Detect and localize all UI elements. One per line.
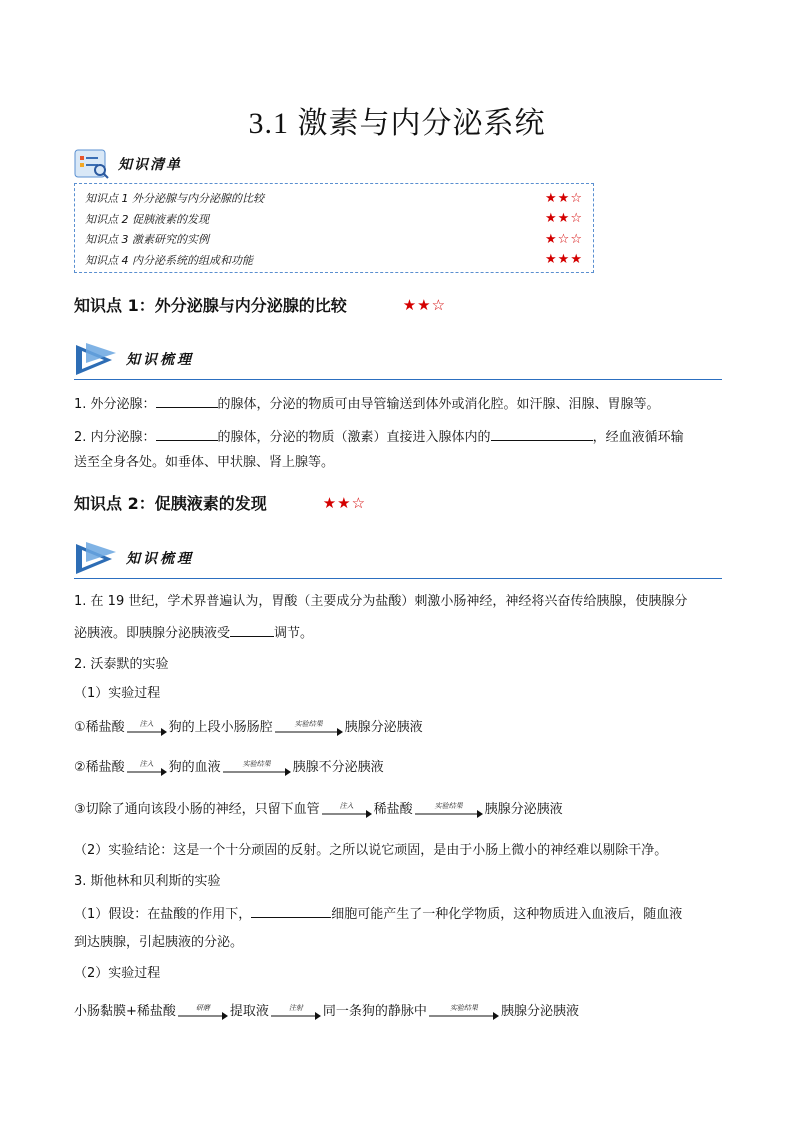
fill-blank[interactable] [230,622,274,637]
triangle-play-icon [74,540,118,576]
section-1-stars: ★★☆ [402,295,447,314]
text: ①稀盐酸 [74,720,125,735]
arrow [271,1004,321,1020]
text: ③切除了通向该段小肠的神经，只留下血管 [74,802,320,817]
arrow [127,720,167,736]
text: 狗的上段小肠肠腔 [168,720,273,735]
text: ，经血液循环输 [592,430,684,445]
paragraph [74,933,724,953]
arrow-label: 注射 [288,1003,303,1012]
rating-stars: ★★☆ [545,211,583,227]
arrow-label: 注入 [339,801,354,810]
paragraph [74,872,724,892]
list-item [85,229,583,250]
arrow [275,720,343,736]
list-item-text: 知识点 1 外分泌腺与内分泌腺的比较 [85,192,264,206]
banner-label: 知识清单 [118,157,182,173]
section-1-title: 知识点 1：外分泌腺与内分泌腺的比较 [74,296,347,315]
arrow-icon [178,1012,228,1020]
arrow-label: 实验结果 [294,719,323,728]
text: 3. 斯他林和贝利斯的实验 [74,874,221,889]
text: 细胞可能产生了一种化学物质，这种物质进入血液后，随血液 [331,907,683,922]
arrow [415,802,483,818]
section-1-heading [74,293,446,316]
experiment-flow-2 [74,758,724,778]
text: 胰腺分泌胰液 [500,1004,579,1019]
paragraph [74,393,724,415]
paragraph [74,655,724,675]
sorting-label: 知识梳理 [126,551,194,567]
rating-stars: ★★☆ [545,190,583,206]
arrow-icon [275,728,343,736]
paragraph [74,684,724,704]
divider [74,578,722,579]
triangle-play-icon [74,341,118,377]
list-item [85,250,583,271]
fill-blank[interactable] [491,426,593,441]
arrow-label: 实验结果 [449,1003,478,1012]
paragraph [74,622,724,644]
page-title: 3.1 激素与内分泌系统 [248,107,546,140]
rating-stars: ★☆☆ [545,231,583,247]
text: 2. 内分泌腺： [74,430,156,445]
section-2-title: 知识点 2：促胰液素的发现 [74,494,267,513]
arrow-label: 实验结果 [434,801,463,810]
text: （1）实验过程 [74,686,161,701]
arrow-icon [415,810,483,818]
knowledge-list [74,183,594,273]
text: 胰腺分泌胰液 [484,802,563,817]
experiment-flow-1 [74,718,724,738]
paragraph [74,964,724,984]
text: 胰腺不分泌胰液 [292,760,384,775]
list-item-text: 知识点 2 促胰液素的发现 [85,212,209,226]
text: （1）假设：在盐酸的作用下， [74,907,252,922]
paragraph [74,426,724,448]
arrow-icon [127,768,167,776]
arrow-label: 实验结果 [242,759,271,768]
knowledge-list-banner [74,149,182,179]
arrow-label: 注入 [139,719,154,728]
text: 调节。 [274,626,314,641]
knowledge-sorting-banner [74,341,194,377]
text: 送至全身各处。如垂体、甲状腺、肾上腺等。 [74,455,335,470]
experiment-flow-3 [74,800,724,820]
rating-stars: ★★★ [545,252,583,268]
arrow [178,1004,228,1020]
arrow-label: 研磨 [195,1003,210,1012]
arrow [429,1004,499,1020]
experiment-flow-4 [74,1002,724,1022]
text: （2）实验结论：这是一个十分顽固的反射。之所以说它顽固，是由于小肠上微小的神经难以剔除干净。 [74,843,668,858]
divider [74,379,722,380]
fill-blank[interactable] [156,426,218,441]
text: 狗的血液 [168,760,221,775]
arrow [322,802,372,818]
arrow [127,760,167,776]
paragraph [74,903,724,925]
text: 的腺体，分泌的物质可由导管输送到体外或消化腔。如汗腺、泪腺、胃腺等。 [217,397,660,412]
text: 到达胰腺，引起胰液的分泌。 [74,935,244,950]
text: 小肠黏膜+稀盐酸 [74,1004,176,1019]
sorting-label: 知识梳理 [126,352,194,368]
list-item [85,209,583,230]
arrow-icon [271,1012,321,1020]
arrow-icon [322,810,372,818]
section-2-stars: ★★☆ [322,493,367,512]
text: 胰腺分泌胰液 [344,720,423,735]
arrow-label: 注入 [139,759,154,768]
text: 1. 在 19 世纪，学术界普遍认为，胃酸（主要成分为盐酸）刺激小肠神经，神经将兴奋传给胰腺，使胰腺分 [74,594,688,609]
text: 的腺体，分泌的物质（激素）直接进入腺体内的 [217,430,491,445]
paragraph [74,841,724,861]
knowledge-sorting-banner [74,540,194,576]
list-item-text: 知识点 4 内分泌系统的组成和功能 [85,253,253,267]
arrow-icon [429,1012,499,1020]
text: ②稀盐酸 [74,760,125,775]
text: 提取液 [229,1004,269,1019]
list-item-text: 知识点 3 激素研究的实例 [85,233,209,247]
checklist-icon [74,149,110,179]
fill-blank[interactable] [251,903,331,918]
text: 2. 沃泰默的实验 [74,657,169,672]
text: 稀盐酸 [373,802,413,817]
text: （2）实验过程 [74,966,161,981]
arrow-icon [127,728,167,736]
fill-blank[interactable] [156,393,218,408]
paragraph [74,453,724,473]
section-2-heading [74,491,366,514]
text: 同一条狗的静脉中 [322,1004,427,1019]
list-item [85,188,583,209]
text: 1. 外分泌腺： [74,397,156,412]
arrow-icon [223,768,291,776]
arrow [223,760,291,776]
paragraph [74,592,724,612]
text: 泌胰液。即胰腺分泌胰液受 [74,626,231,641]
